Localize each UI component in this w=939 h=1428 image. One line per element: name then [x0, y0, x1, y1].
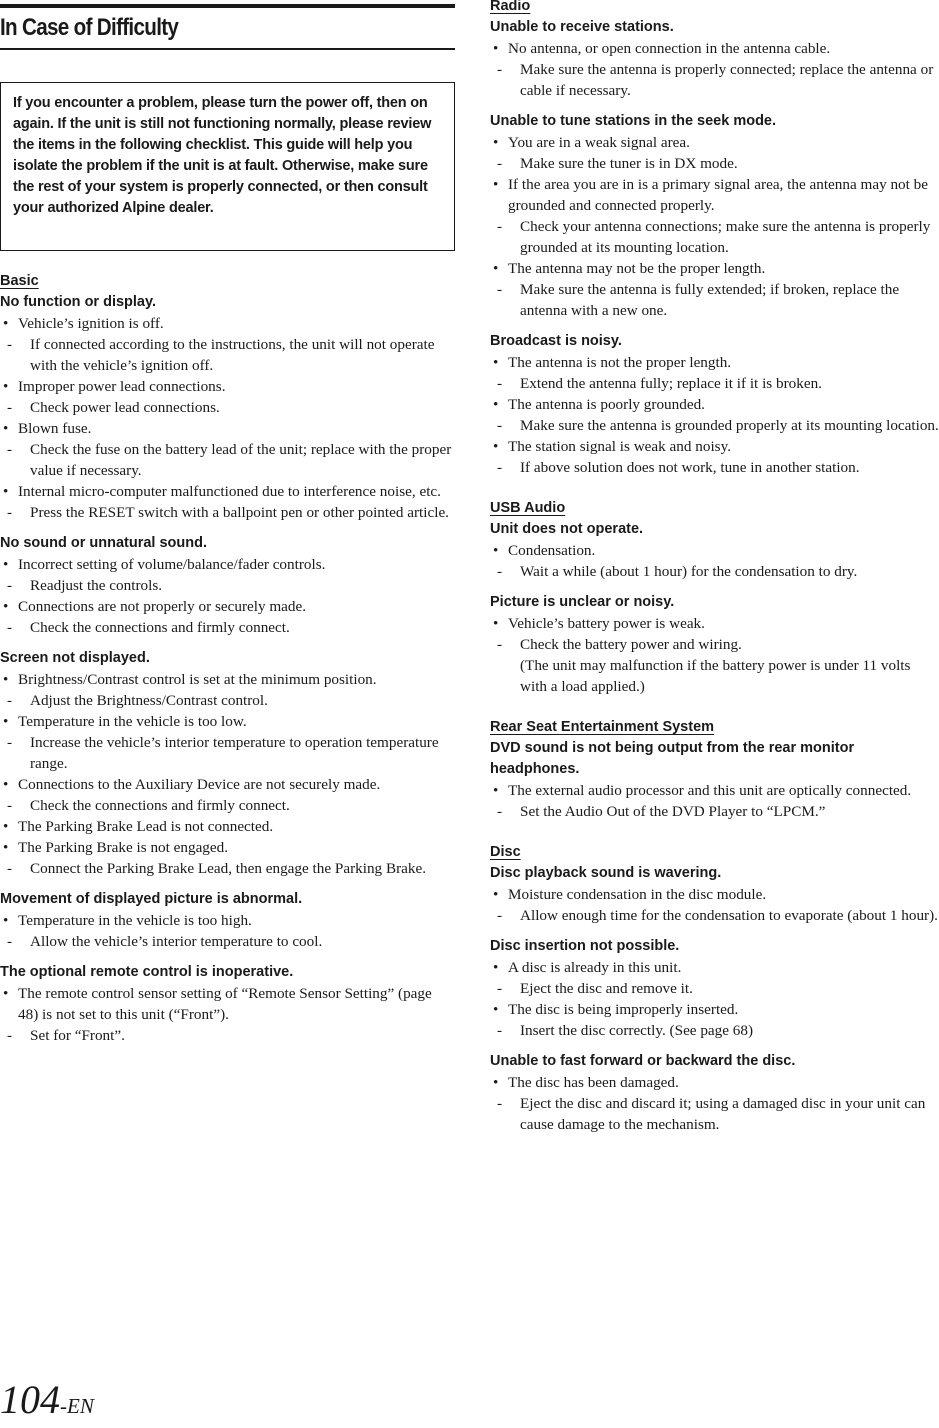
page-number-suffix: -EN: [60, 1394, 94, 1418]
cause-list: [490, 540, 939, 582]
remedy-text: - Make sure the tuner is in DX mode.: [520, 155, 738, 172]
remedy-list: [508, 561, 939, 582]
remedy-item: [0, 439, 455, 481]
cause-text: • The Parking Brake is not engaged.: [18, 839, 229, 856]
problem-heading: Disc insertion not possible.: [490, 938, 680, 954]
cause-list: [490, 613, 939, 697]
remedy-list: [18, 617, 455, 638]
remedy-item: [490, 153, 939, 174]
remedy-text: - Press the RESET switch with a ballpoint pen or other pointed article.: [30, 504, 449, 521]
problem-heading: No sound or unnatural sound.: [0, 535, 208, 551]
remedy-item: [0, 502, 455, 523]
cause-list: [0, 983, 455, 1046]
cause-text: • A disc is already in this unit.: [508, 959, 682, 976]
section-heading: Disc: [490, 844, 521, 860]
cause-item: [0, 711, 455, 774]
page-number-value: 104: [0, 1377, 60, 1422]
remedy-item: [490, 634, 939, 697]
cause-text: • The disc is being improperly inserted.: [508, 1001, 739, 1018]
problem-heading: Unable to receive stations.: [490, 19, 674, 35]
remedy-text: - Check your antenna connections; make sure the antenna is properly grounded at its mounting location.: [520, 218, 931, 256]
cause-list: [490, 957, 939, 1041]
section-heading: Basic: [0, 273, 39, 289]
remedy-list: [508, 373, 939, 394]
cause-item: [0, 669, 455, 711]
remedy-list: [18, 1025, 455, 1046]
remedy-item: [0, 334, 455, 376]
cause-text: • No antenna, or open connection in the antenna cable.: [508, 40, 831, 57]
cause-text: • Temperature in the vehicle is too high.: [18, 912, 252, 929]
cause-item: [0, 418, 455, 481]
remedy-text: - Check power lead connections.: [30, 399, 220, 416]
remedy-text: - Check the battery power and wiring. (The unit may malfunction if the battery power is under 11 volts with a load applied.): [520, 636, 911, 695]
problem-entry: [490, 331, 939, 478]
remedy-item: [0, 858, 455, 879]
problem-heading: The optional remote control is inoperative.: [0, 964, 294, 980]
cause-list: [490, 38, 939, 101]
problem-entry: [0, 533, 455, 638]
problem-entry: [490, 738, 939, 822]
remedy-text: - Check the fuse on the battery lead of the unit; replace with the proper value if necessary.: [30, 441, 452, 479]
remedy-list: [18, 795, 455, 816]
problem-entry: [490, 111, 939, 321]
remedy-text: - Allow the vehicle’s interior temperature to cool.: [30, 933, 323, 950]
problem-heading: Picture is unclear or noisy.: [490, 594, 675, 610]
cause-text: • The external audio processor and this unit are optically connected.: [508, 782, 912, 799]
intro-box: [0, 82, 455, 251]
remedy-list: [508, 978, 939, 999]
remedy-list: [18, 439, 455, 481]
cause-text: • Brightness/Contrast control is set at the minimum position.: [18, 671, 377, 688]
remedy-item: [0, 732, 455, 774]
cause-item: [0, 983, 455, 1046]
cause-item: [490, 884, 939, 926]
remedy-text: - Readjust the controls.: [30, 577, 163, 594]
remedy-list: [508, 1020, 939, 1041]
remedy-item: [490, 59, 939, 101]
cause-item: [490, 258, 939, 321]
cause-list: [490, 1072, 939, 1135]
cause-item: [0, 596, 455, 638]
remedy-item: [490, 978, 939, 999]
left-sections: [0, 271, 455, 1046]
problem-entry: [0, 962, 455, 1046]
problem-heading: Screen not displayed.: [0, 650, 150, 666]
intro-text: If you encounter a problem, please turn the power off, then on again. If the unit is still not functioning normally, please review the items in the following checklist. This guide will help you isolate the problem if the unit is at fault. Otherwise, make sure the rest of your system is properly connected, or then consult your authorized Alpine dealer.: [13, 95, 432, 216]
cause-text: • The station signal is weak and noisy.: [508, 438, 731, 455]
remedy-text: - Increase the vehicle’s interior temperature to operation temperature range.: [30, 734, 439, 772]
cause-item: [0, 774, 455, 816]
page-title: In Case of Difficulty: [0, 14, 179, 41]
right-column: [490, 0, 939, 1135]
cause-text: • Improper power lead connections.: [18, 378, 226, 395]
problem-heading: Movement of displayed picture is abnormal.: [0, 891, 303, 907]
cause-text: • Incorrect setting of volume/balance/fader controls.: [18, 556, 326, 573]
remedy-list: [18, 397, 455, 418]
remedy-text: - Eject the disc and remove it.: [520, 980, 693, 997]
remedy-text: - Check the connections and firmly connect.: [30, 797, 290, 814]
remedy-item: [490, 561, 939, 582]
remedy-list: [508, 153, 939, 174]
cause-text: • The remote control sensor setting of “Remote Sensor Setting” (page 48) is not set to this unit (“Front”).: [18, 985, 432, 1023]
remedy-text: - Make sure the antenna is grounded properly at its mounting location.: [520, 417, 939, 434]
cause-item: [490, 540, 939, 582]
problem-entry: [490, 863, 939, 926]
remedy-list: [508, 801, 939, 822]
cause-item: [0, 313, 455, 376]
troubleshooting-section: [490, 0, 939, 478]
remedy-text: - Make sure the antenna is properly connected; replace the antenna or cable if necessary.: [520, 61, 934, 99]
remedy-list: [508, 634, 939, 697]
cause-text: • Vehicle’s ignition is off.: [18, 315, 164, 332]
cause-item: [490, 352, 939, 394]
cause-text: • Internal micro-computer malfunctioned due to interference noise, etc.: [18, 483, 441, 500]
remedy-text: - Make sure the antenna is fully extended; if broken, replace the antenna with a new one.: [520, 281, 900, 319]
cause-text: • The Parking Brake Lead is not connected.: [18, 818, 274, 835]
cause-item: [490, 999, 939, 1041]
cause-item: [0, 910, 455, 952]
cause-text: • Connections to the Auxiliary Device are not securely made.: [18, 776, 381, 793]
remedy-text: - Insert the disc correctly. (See page 68): [520, 1022, 754, 1039]
remedy-list: [18, 732, 455, 774]
troubleshooting-section: [490, 842, 939, 1135]
cause-text: • The disc has been damaged.: [508, 1074, 679, 1091]
cause-item: [490, 132, 939, 174]
remedy-text: - Set the Audio Out of the DVD Player to “LPCM.”: [520, 803, 826, 820]
remedy-list: [18, 858, 455, 879]
section-heading: Radio: [490, 0, 531, 14]
problem-entry: [490, 17, 939, 101]
remedy-item: [0, 617, 455, 638]
remedy-item: [490, 905, 939, 926]
cause-text: • Condensation.: [508, 542, 596, 559]
remedy-list: [508, 216, 939, 258]
cause-list: [0, 910, 455, 952]
remedy-item: [490, 216, 939, 258]
cause-text: • If the area you are in is a primary signal area, the antenna may not be grounded and connected properly.: [508, 176, 929, 214]
remedy-text: - If connected according to the instructions, the unit will not operate with the vehicle’s ignition off.: [30, 336, 435, 374]
problem-entry: [490, 936, 939, 1041]
problem-entry: [490, 1051, 939, 1135]
remedy-item: [0, 931, 455, 952]
problem-heading: Broadcast is noisy.: [490, 333, 622, 349]
cause-list: [0, 313, 455, 523]
cause-text: • Moisture condensation in the disc module.: [508, 886, 767, 903]
cause-list: [490, 132, 939, 321]
section-heading: USB Audio: [490, 500, 566, 516]
remedy-text: - Check the connections and firmly connect.: [30, 619, 290, 636]
cause-list: [490, 884, 939, 926]
remedy-list: [508, 905, 939, 926]
cause-item: [0, 554, 455, 596]
cause-text: • The antenna may not be the proper length.: [508, 260, 766, 277]
cause-item: [0, 481, 455, 523]
cause-item: [0, 816, 455, 837]
problem-entry: [0, 292, 455, 523]
remedy-list: [508, 415, 939, 436]
cause-list: [490, 352, 939, 478]
remedy-text: - Allow enough time for the condensation to evaporate (about 1 hour).: [520, 907, 938, 924]
remedy-item: [490, 457, 939, 478]
remedy-list: [508, 59, 939, 101]
remedy-item: [490, 1093, 939, 1135]
cause-text: • Temperature in the vehicle is too low.: [18, 713, 247, 730]
problem-heading: Disc playback sound is wavering.: [490, 865, 722, 881]
cause-item: [490, 174, 939, 258]
remedy-text: - Adjust the Brightness/Contrast control.: [30, 692, 268, 709]
remedy-list: [18, 931, 455, 952]
remedy-list: [18, 502, 455, 523]
remedy-item: [0, 690, 455, 711]
cause-item: [490, 957, 939, 999]
remedy-text: - Eject the disc and discard it; using a damaged disc in your unit can cause damage to the mechanism.: [520, 1095, 926, 1133]
remedy-list: [508, 279, 939, 321]
remedy-item: [490, 801, 939, 822]
cause-text: • Vehicle’s battery power is weak.: [508, 615, 705, 632]
problem-heading: Unable to fast forward or backward the disc.: [490, 1053, 796, 1069]
remedy-item: [0, 397, 455, 418]
remedy-text: - Set for “Front”.: [30, 1027, 125, 1044]
cause-text: • Blown fuse.: [18, 420, 92, 437]
remedy-item: [0, 1025, 455, 1046]
right-sections: [490, 0, 939, 1135]
remedy-item: [490, 415, 939, 436]
title-bar: [0, 4, 455, 50]
remedy-text: - Wait a while (about 1 hour) for the condensation to dry.: [520, 563, 858, 580]
remedy-item: [0, 575, 455, 596]
remedy-list: [18, 334, 455, 376]
troubleshooting-section: [490, 717, 939, 822]
cause-item: [490, 613, 939, 697]
left-column: [0, 0, 455, 1046]
remedy-text: - Extend the antenna fully; replace it if it is broken.: [520, 375, 822, 392]
remedy-list: [18, 575, 455, 596]
cause-text: • The antenna is poorly grounded.: [508, 396, 705, 413]
page-number: [0, 1378, 94, 1428]
problem-entry: [0, 648, 455, 879]
cause-item: [490, 436, 939, 478]
remedy-list: [508, 457, 939, 478]
problem-heading: No function or display.: [0, 294, 157, 310]
problem-entry: [490, 592, 939, 697]
cause-text: • The antenna is not the proper length.: [508, 354, 732, 371]
remedy-item: [490, 373, 939, 394]
remedy-list: [18, 690, 455, 711]
remedy-item: [0, 795, 455, 816]
cause-text: • You are in a weak signal area.: [508, 134, 690, 151]
cause-text: • Connections are not properly or securely made.: [18, 598, 307, 615]
cause-list: [0, 669, 455, 879]
cause-list: [0, 554, 455, 638]
remedy-list: [508, 1093, 939, 1135]
problem-heading: Unable to tune stations in the seek mode.: [490, 113, 777, 129]
cause-list: [490, 780, 939, 822]
section-heading: Rear Seat Entertainment System: [490, 719, 715, 735]
problem-heading: Unit does not operate.: [490, 521, 644, 537]
remedy-item: [490, 1020, 939, 1041]
cause-item: [490, 1072, 939, 1135]
cause-item: [490, 780, 939, 822]
remedy-text: - Connect the Parking Brake Lead, then engage the Parking Brake.: [30, 860, 427, 877]
remedy-item: [490, 279, 939, 321]
cause-item: [0, 376, 455, 418]
cause-item: [0, 837, 455, 879]
cause-item: [490, 394, 939, 436]
remedy-text: - If above solution does not work, tune in another station.: [520, 459, 860, 476]
problem-entry: [490, 519, 939, 582]
troubleshooting-section: [0, 271, 455, 1046]
cause-item: [490, 38, 939, 101]
troubleshooting-section: [490, 498, 939, 697]
problem-entry: [0, 889, 455, 952]
problem-heading: DVD sound is not being output from the rear monitor headphones.: [490, 740, 855, 777]
